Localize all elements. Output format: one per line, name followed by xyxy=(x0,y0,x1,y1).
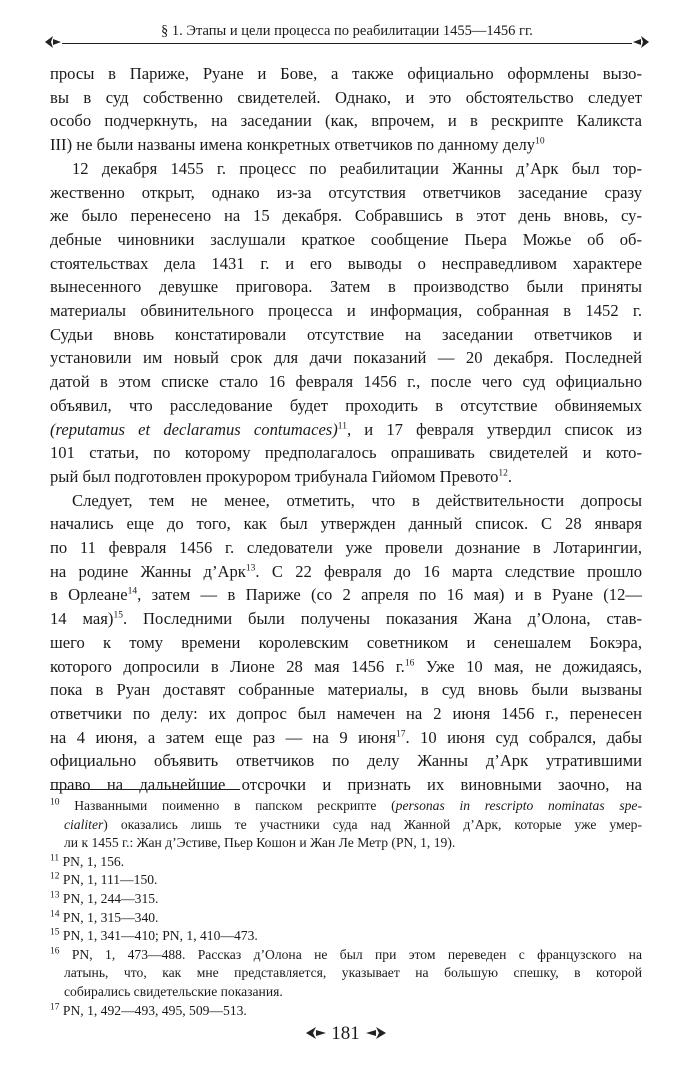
text-fragment: 14 мая) xyxy=(50,609,114,629)
text-fragment: на 4 июня, а затем еще раз — на 9 июня xyxy=(50,727,396,747)
main-text xyxy=(50,62,642,797)
footnote-line xyxy=(50,890,642,909)
text-line: ответчики по делу: их допрос был намечен на 2 июня 1456 г., перенесен xyxy=(50,703,642,723)
footnote-line: латынь, что, как мне представляется, указывает на большую спешку, в которой xyxy=(64,965,642,981)
footnote-line xyxy=(50,946,642,965)
footnote-number: 14 xyxy=(50,909,60,920)
text-line xyxy=(50,133,642,157)
text-fragment: . С 22 февраля до 16 марта следствие прошло xyxy=(255,561,642,581)
text-line xyxy=(50,560,642,584)
text-line xyxy=(50,583,642,607)
text-line: особо подчеркнуть, на заседании (как, впрочем, и в рескрипте Каликста xyxy=(50,111,642,131)
footnote-line xyxy=(50,909,642,928)
left-page-ornament-icon xyxy=(305,1025,327,1041)
text-line xyxy=(50,726,642,750)
text-fragment: III) не были названы имена конкретных ответчиков по данному делу xyxy=(50,135,536,155)
text-line: стоятельствах дела 1431 г. и его выводы о несправедливом характере xyxy=(50,253,642,273)
header-rule xyxy=(62,43,632,44)
footnote-ref: 16 xyxy=(404,658,415,669)
text-line: датой в этом списке стало 16 февраля 1456 г., после чего суд официально xyxy=(50,372,642,392)
footnote-ref: 10 xyxy=(535,136,545,147)
footnote-16 xyxy=(50,946,642,1002)
text-fragment: , и 17 февраля утвердил список из xyxy=(346,419,642,439)
text-fragment: ) оказались лишь те участники суда над Жанной д’Арк, которые уже умер- xyxy=(103,816,642,832)
footnotes xyxy=(50,797,642,1020)
text-line xyxy=(50,655,642,679)
footnote-line xyxy=(50,816,642,835)
latin-quote: (reputamus et declaramus contumaces) xyxy=(50,419,338,439)
text-fragment: . 10 июня суд собрался, дабы xyxy=(405,727,642,747)
footnote-14 xyxy=(50,909,642,928)
footnote-number: 10 xyxy=(50,797,60,808)
right-ornament-icon xyxy=(632,33,650,51)
text-fragment: PN, 1, 492—493, 495, 509—513. xyxy=(62,1002,247,1018)
footnote-ref: 17 xyxy=(395,729,406,740)
text-line: установили им новый срок для дачи показаний — 20 декабря. Последней xyxy=(50,348,642,368)
text-line: официально объявить ответчиков по делу Жанны д’Арк утратившими xyxy=(50,751,642,771)
text-fragment: PN, 1, 244—315. xyxy=(62,890,159,906)
latin-quote: cialiter xyxy=(64,816,104,832)
running-header xyxy=(48,22,646,46)
text-line: вы в суд собственно свидетелей. Однако, и это обстоятельство следует xyxy=(50,87,642,107)
footnote-line xyxy=(50,927,642,946)
text-fragment: PN, 1, 315—340. xyxy=(62,909,159,925)
text-line: по 11 февраля 1456 г. следователи уже провели дознание в Лотарингии, xyxy=(50,538,642,558)
text-fragment: Названными поименно в папском рескрипте ( xyxy=(74,798,396,813)
footnote-10 xyxy=(50,797,642,853)
footnote-number: 17 xyxy=(50,1002,60,1012)
text-line: материалы обвинительного процесса и информация, собранная в 1452 г. xyxy=(50,301,642,321)
text-fragment: PN, 1, 156. xyxy=(62,853,125,869)
footnote-ref: 13 xyxy=(245,563,256,574)
footnote-17 xyxy=(50,1002,642,1021)
running-header-title: § 1. Этапы и цели процесса по реабилитации 1455—1456 гг. xyxy=(161,23,533,39)
text-line: Судьи вновь констатировали отсутствие на заседании ответчиков и xyxy=(50,324,642,344)
text-line: 12 декабря 1455 г. процесс по реабилитации Жанны д’Арк был тор- xyxy=(72,158,642,178)
text-fragment: PN, 1, 341—410; PN, 1, 410—473. xyxy=(62,928,258,944)
text-line: шего к тому времени королевским советником и сенешалем Бокэра, xyxy=(50,632,642,652)
text-line: 101 статьи, по которому предполагалось опрашивать свидетелей и кото- xyxy=(50,443,642,463)
footnote-line xyxy=(50,797,642,816)
footnote-12 xyxy=(50,871,642,890)
footnote-line xyxy=(50,1002,642,1021)
footnote-line: ли к 1455 г.: Жан д’Эстиве, Пьер Кошон и Жан Ле Метр (PN, 1, 19). xyxy=(64,835,456,851)
footnote-11 xyxy=(50,853,642,872)
footnote-line xyxy=(50,853,642,872)
text-fragment: рый был подготовлен прокурором трибунала Гийомом Прево xyxy=(50,466,484,486)
text-fragment: . xyxy=(507,466,513,486)
text-line: просы в Париже, Руане и Бове, а также официально оформлены вызо- xyxy=(50,64,642,83)
text-line: пока в Руан доставят собранные материалы, в суд вновь были вызваны xyxy=(50,680,642,700)
page-number-value: 181 xyxy=(331,1023,360,1044)
text-fragment: , затем — в Париже (со 2 апреля по 16 мая) и в Руане (12— xyxy=(137,585,642,605)
text-fragment: PN, 1, 111—150. xyxy=(62,872,158,888)
text-line xyxy=(50,607,642,631)
text-fragment: которого допросили в Лионе 28 мая 1456 г. xyxy=(50,656,405,676)
text-fragment: в Орлеане xyxy=(50,585,128,605)
footnote-line xyxy=(50,871,642,890)
text-line: же было перенесено на 15 декабря. Собравшись в этот день вновь, су- xyxy=(50,206,642,226)
footnote-number: 12 xyxy=(50,871,60,882)
footnote-number: 13 xyxy=(50,890,60,901)
footnote-15 xyxy=(50,927,642,946)
footnote-separator xyxy=(50,789,240,790)
text-line: объявил, что расследование будет проходить в отсутствие обвиняемых xyxy=(50,395,642,415)
footnote-number: 15 xyxy=(50,927,60,938)
text-line: Следует, тем не менее, отметить, что в действительности допросы xyxy=(72,490,642,510)
text-fragment: PN, 1, 473—488. Рассказ д’Олона не был при этом переведен с французского на xyxy=(71,946,642,962)
footnote-number: 16 xyxy=(50,946,60,957)
text-line: право на дальнейшие отсрочки и признать их виновными заочно, на xyxy=(50,775,642,795)
text-line: начались еще до того, как был утвержден данный список. С 28 января xyxy=(50,514,642,534)
latin-quote: personas in rescripto nominatas spe- xyxy=(395,798,642,813)
text-line: дебные чиновники заслушали краткое сообщение Пьера Можье об об- xyxy=(50,229,642,249)
text-fragment: . Последними были получены показания Жана д’Олона, став- xyxy=(122,609,642,629)
paragraph-1 xyxy=(50,62,642,157)
footnote-ref: 11 xyxy=(337,421,347,432)
footnote-ref: 14 xyxy=(127,586,138,597)
text-fragment: на родине Жанны д’Арк xyxy=(50,561,246,581)
footnote-line: собирались свидетельские показания. xyxy=(64,983,283,999)
footnote-ref: 15 xyxy=(113,610,123,621)
text-line xyxy=(50,418,642,442)
text-line: жественно открыт, однако из-за отсутствия ответчиков заседание сразу xyxy=(50,182,642,202)
text-fragment: то xyxy=(483,466,499,486)
text-fragment: Уже 10 мая, не дожидаясь, xyxy=(414,656,642,676)
paragraph-2 xyxy=(50,157,642,489)
page-number xyxy=(0,1023,691,1045)
footnote-ref: 12 xyxy=(498,468,508,479)
footnote-number: 11 xyxy=(50,853,60,864)
footnote-13 xyxy=(50,890,642,909)
text-line xyxy=(50,465,642,489)
right-page-ornament-icon xyxy=(365,1025,387,1041)
paragraph-3 xyxy=(50,489,642,797)
text-line: вынесенного девушке приговора. Затем в производство были приняты xyxy=(50,277,642,297)
